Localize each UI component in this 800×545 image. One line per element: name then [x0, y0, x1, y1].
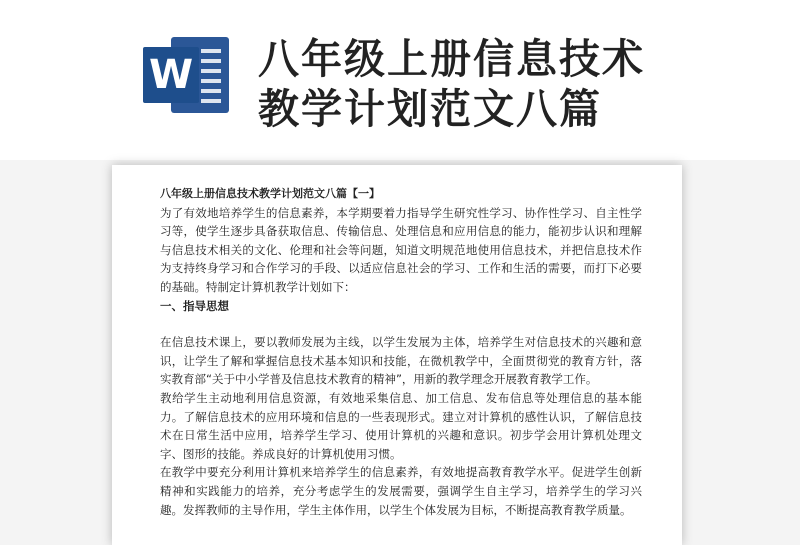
word-icon-line	[201, 99, 221, 103]
word-icon-line	[201, 79, 221, 83]
word-icon	[143, 37, 229, 113]
section-title: 一、指导思想	[160, 298, 229, 313]
paragraph-gap	[160, 315, 642, 333]
document-content	[160, 185, 642, 519]
word-icon-line	[201, 59, 221, 63]
word-icon-line	[201, 49, 221, 53]
body-paragraph: 在信息技术课上，要以教师发展为主线，以学生发展为主体，培养学生对信息技术的兴趣和意识，让学生了解和掌握信息技术基本知识和技能，在微机教学中，全面贯彻党的教育方针，落实教育部“关于中小学普及信息技术教育的精神”，用新的教学理念开展教育教学工作。	[160, 335, 642, 387]
intro-paragraph: 为了有效地培养学生的信息素养，本学期要着力指导学生研究性学习、协作性学习、自主性学习等，使学生逐步具备获取信息、传输信息、处理信息和应用信息的能力，能初步认识和理解与信息技术相关的文化、伦理和社会等问题，知道文明规范地使用信息技术，并把信息技术作为支持终身学习和合作学习的手段、以适应信息社会的学习、工作和生活的需要，而打下必要的基础。特制定计算机教学计划如下：	[160, 205, 642, 294]
document-page	[112, 165, 682, 545]
word-icon-line	[201, 69, 221, 73]
body-paragraph: 教给学生主动地利用信息资源，有效地采集信息、加工信息、发布信息等处理信息的基本能力。了解信息技术的应用环境和信息的一些表现形式。建立对计算机的感性认识，了解信息技术在日常生活中应用，培养学生学习、使用计算机的兴趣和意识。初步学会用计算机处理文字、图形的技能。养成良好的计算机使用习惯。	[160, 390, 642, 461]
title-line-2: 教学计划范文八篇	[258, 85, 602, 133]
body-paragraph: 在教学中要充分利用计算机来培养学生的信息素养，有效地提高教育教学水平。促进学生创新精神和实践能力的培养，充分考虑学生的发展需要，强调学生自主学习，培养学生的学习兴趣。发挥教师的主导作用，学生主体作用，以学生个体发展为目标，不断提高教育教学质量。	[160, 465, 642, 517]
word-icon-letter: W	[143, 47, 199, 103]
page-title	[258, 34, 738, 134]
title-line-1: 八年级上册信息技术	[258, 35, 645, 83]
header-banner	[0, 0, 800, 160]
document-heading: 八年级上册信息技术教学计划范文八篇【一】	[160, 187, 380, 200]
word-icon-line	[201, 89, 221, 93]
